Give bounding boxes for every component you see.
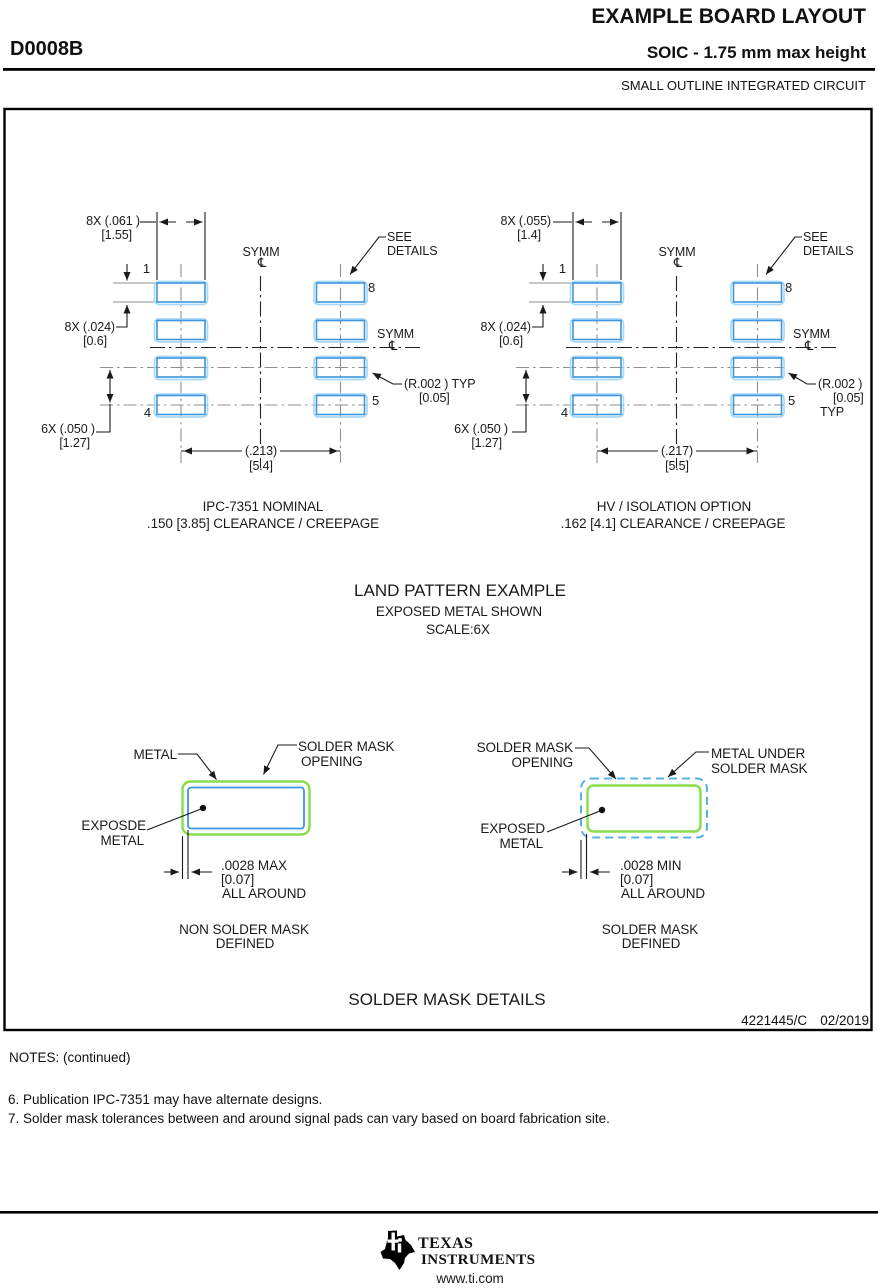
symm-label-right: SYMM xyxy=(377,327,415,341)
note-item-7: 7. Solder mask tolerances between and around signal pads can vary based on board fabrication site. xyxy=(8,1111,610,1126)
centerline-symbol: ℄ xyxy=(805,339,814,354)
clearance-dim2: [0.07] xyxy=(620,872,654,887)
pin-5-label: 5 xyxy=(788,393,796,408)
exposed-metal-label2: METAL xyxy=(100,833,144,848)
radius-label: (R.002 ) TYP xyxy=(404,377,476,391)
pin-1-label: 1 xyxy=(142,261,150,276)
exposed-metal-label2: METAL xyxy=(499,836,543,851)
dim-pad-width-mm: [1.4] xyxy=(517,228,541,242)
dim-span-mm: [5.5] xyxy=(665,459,689,473)
left-caption-line1: IPC-7351 NOMINAL xyxy=(202,499,324,514)
see-details-leader xyxy=(766,237,802,275)
nsmd-caption1: NON SOLDER MASK xyxy=(179,922,309,937)
doc-title: EXAMPLE BOARD LAYOUT xyxy=(591,5,866,28)
doc-number-block xyxy=(741,1013,869,1028)
right-caption-line1: HV / ISOLATION OPTION xyxy=(596,499,752,514)
pin-8-label: 8 xyxy=(785,280,793,295)
pin-5-label: 5 xyxy=(372,393,380,408)
see-details-leader xyxy=(350,237,386,275)
exposed-metal-dot xyxy=(200,805,206,811)
radius-leader xyxy=(789,373,817,384)
pin-4-label: 4 xyxy=(143,405,151,420)
centerline-symbol: ℄ xyxy=(673,256,683,271)
left-caption-line2: .150 [3.85] CLEARANCE / CREEPAGE xyxy=(146,516,380,531)
dim-span: (.217) xyxy=(658,444,696,458)
exposed-metal-label1: EXPOSDE xyxy=(81,818,146,833)
solder-mask-opening-label1: SOLDER MASK xyxy=(476,740,573,755)
radius-label: (R.002 ) xyxy=(818,377,863,391)
metal-under-mask-label1: METAL UNDER xyxy=(711,746,806,761)
brand-name-instruments: INSTRUMENTS xyxy=(421,1252,536,1268)
see-details-line2: DETAILS xyxy=(387,244,438,258)
ti-logo-icon xyxy=(381,1231,416,1271)
dim-pitch-mm: [1.27] xyxy=(471,436,502,450)
clearance-dim1: .0028 MAX xyxy=(221,858,287,873)
notes-heading: NOTES: (continued) xyxy=(9,1050,131,1065)
radius-leader xyxy=(373,373,403,384)
footer-rule xyxy=(0,1211,878,1214)
part-number: D0008B xyxy=(10,38,84,60)
radius-mm: [0.05] xyxy=(419,391,450,405)
header-rule xyxy=(3,68,875,71)
dim-span: (.213) xyxy=(242,444,280,458)
dim-pad-height-mm: [0.6] xyxy=(499,334,523,348)
clearance-dim2: [0.07] xyxy=(221,872,255,887)
brand-name-texas: TEXAS xyxy=(418,1235,474,1252)
drawing-border xyxy=(5,109,872,1030)
pin-4-label: 4 xyxy=(560,405,568,420)
symm-label-top: SYMM xyxy=(658,245,696,259)
solder-mask-opening-label2: OPENING xyxy=(301,754,363,769)
dim-pad-width: 8X (.061 ) xyxy=(86,214,140,228)
dim-pad-width-mm: [1.55] xyxy=(101,228,132,242)
centerline-symbol: ℄ xyxy=(389,339,398,354)
dim-pad-width: 8X (.055) xyxy=(500,214,551,228)
exposed-metal-dot xyxy=(599,807,605,813)
metal-label: METAL xyxy=(133,747,177,762)
see-details-line1: SEE xyxy=(803,230,828,244)
see-details-line1: SEE xyxy=(387,230,412,244)
revision-date: 02/2019 xyxy=(820,1013,869,1028)
clearance-dim3: ALL AROUND xyxy=(621,886,706,901)
smd-caption2: DEFINED xyxy=(621,936,681,951)
dim-pitch-mm: [1.27] xyxy=(59,436,90,450)
package-title: SOIC - 1.75 mm max height xyxy=(646,43,866,62)
right-caption-line2: .162 [4.1] CLEARANCE / CREEPAGE xyxy=(560,516,786,531)
metal-under-mask-label2: SOLDER MASK xyxy=(711,761,808,776)
pin-1-label: 1 xyxy=(558,261,566,276)
solder-mask-opening-label2: OPENING xyxy=(511,755,573,770)
pads-right-diagram xyxy=(571,282,785,418)
clearance-dim3: ALL AROUND xyxy=(222,886,307,901)
see-details-line2: DETAILS xyxy=(803,244,854,258)
dim-pad-height: 8X (.024) xyxy=(64,320,115,334)
solder-mask-opening-label1: SOLDER MASK xyxy=(298,739,395,754)
doc-number: 4221445/C xyxy=(741,1013,808,1028)
dim-pad-height: 8X (.024) xyxy=(480,320,531,334)
centerline-symbol: ℄ xyxy=(257,256,267,271)
dim-pitch: 6X (.050 ) xyxy=(41,422,95,436)
nsmd-caption2: DEFINED xyxy=(215,936,275,951)
dim-pitch: 6X (.050 ) xyxy=(454,422,508,436)
dim-span-mm: [5.4] xyxy=(249,459,273,473)
land-pattern-title: LAND PATTERN EXAMPLE xyxy=(354,581,566,600)
radius-typ: TYP xyxy=(820,405,845,419)
smd-caption1: SOLDER MASK xyxy=(601,922,699,937)
land-pattern-subtitle: EXPOSED METAL SHOWN xyxy=(375,604,543,619)
package-subtitle: SMALL OUTLINE INTEGRATED CIRCUIT xyxy=(621,78,866,93)
dim-pad-height-mm: [0.6] xyxy=(83,334,107,348)
solder-mask-details-title: SOLDER MASK DETAILS xyxy=(348,990,546,1009)
land-pattern-scale: SCALE:6X xyxy=(426,622,490,637)
radius-mm: [0.05] xyxy=(833,391,864,405)
note-item-6: 6. Publication IPC-7351 may have alternate designs. xyxy=(8,1092,323,1107)
pin-8-label: 8 xyxy=(368,280,376,295)
exposed-metal-label1: EXPOSED xyxy=(480,821,545,836)
clearance-dim1: .0028 MIN xyxy=(620,858,682,873)
symm-label-right: SYMM xyxy=(793,327,831,341)
symm-label-top: SYMM xyxy=(242,245,280,259)
brand-website: www.ti.com xyxy=(436,1271,504,1286)
